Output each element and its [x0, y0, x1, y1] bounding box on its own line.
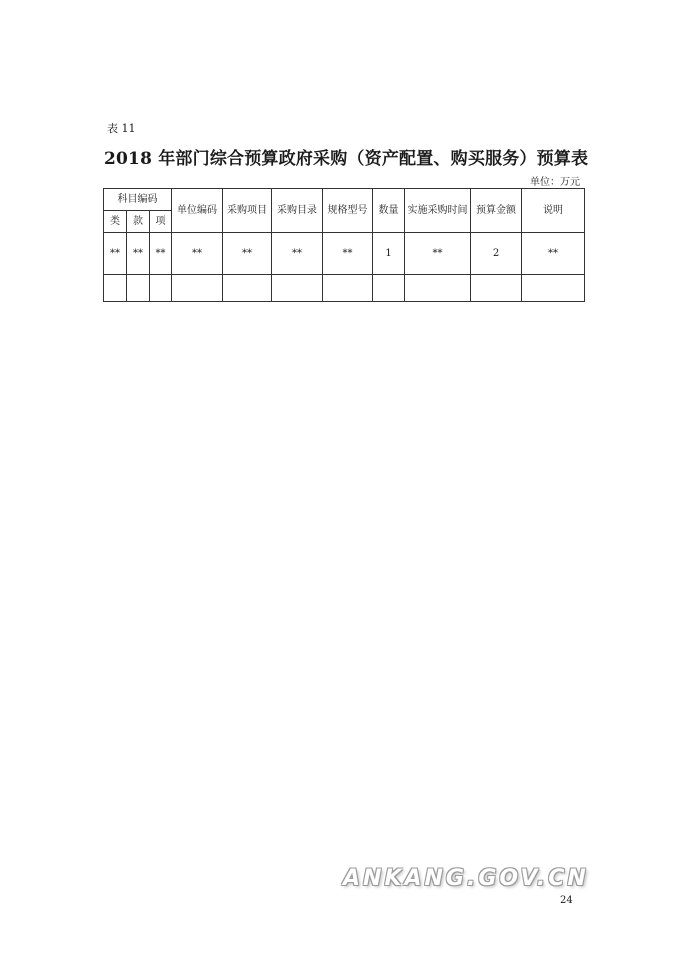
table-cell: [223, 275, 272, 302]
table-cell: 2: [471, 233, 522, 275]
page-number: 24: [560, 895, 573, 906]
table-cell: [150, 275, 172, 302]
header-budget-amount: 预算金额: [471, 189, 522, 233]
header-purchase-item: 采购项目: [223, 189, 272, 233]
table-cell: [272, 275, 323, 302]
unit-label: 单位：万元: [530, 177, 580, 188]
table-cell: [373, 275, 405, 302]
subheader-section: 款: [127, 211, 150, 233]
table-number-label: 表 11: [107, 122, 136, 135]
table-cell: **: [104, 233, 127, 275]
table-cell: **: [522, 233, 585, 275]
table-row: [104, 233, 585, 275]
table-cell: **: [223, 233, 272, 275]
table-cell: [522, 275, 585, 302]
table-cell: [172, 275, 223, 302]
watermark: ANKANG.GOV.CN: [343, 866, 589, 891]
table-cell: [323, 275, 373, 302]
header-purchase-catalog: 采购目录: [272, 189, 323, 233]
subheader-item: 项: [150, 211, 172, 233]
header-spec-model: 规格型号: [323, 189, 373, 233]
subheader-class: 类: [104, 211, 127, 233]
header-remarks: 说明: [522, 189, 585, 233]
table-cell: **: [272, 233, 323, 275]
table-cell: [405, 275, 471, 302]
table-row: [104, 275, 585, 302]
table-cell: **: [127, 233, 150, 275]
header-unit-code: 单位编码: [172, 189, 223, 233]
header-impl-time: 实施采购时间: [405, 189, 471, 233]
table-cell: 1: [373, 233, 405, 275]
table-cell: **: [405, 233, 471, 275]
table-cell: **: [150, 233, 172, 275]
header-subject-code: 科目编码: [104, 189, 172, 211]
procurement-budget-table: [103, 188, 585, 302]
header-quantity: 数量: [373, 189, 405, 233]
table-cell: **: [323, 233, 373, 275]
table-cell: [471, 275, 522, 302]
header-row: [104, 189, 585, 211]
page-title: 2018 年部门综合预算政府采购（资产配置、购买服务）预算表: [104, 149, 589, 169]
table-cell: **: [172, 233, 223, 275]
table-cell: [127, 275, 150, 302]
table-cell: [104, 275, 127, 302]
